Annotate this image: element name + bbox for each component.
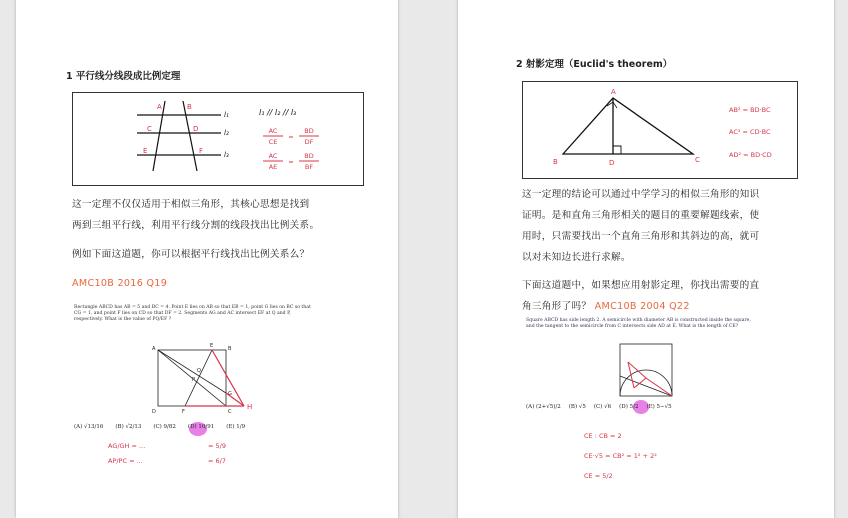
paragraph-3-line-1: 这一定理的结论可以通过中学学习的相似三角形的知识: [522, 189, 760, 200]
problem-reference: AMC10B 2016 Q19: [72, 278, 168, 289]
label-A: A: [157, 103, 162, 111]
paragraph-2: 例如下面这道题，你可以根据平行线找出比例关系么？: [72, 249, 310, 260]
label-C: C: [147, 125, 152, 133]
svg-text:=: =: [288, 133, 294, 141]
paragraph-4-line-1: 下面这道题中，如果想应用射影定理，你找出需要的直: [522, 280, 760, 291]
problem-snapshot: [72, 303, 318, 513]
paragraph-3-line-4: 以对未知边长进行求解。: [522, 252, 631, 263]
handwritten-work-2: [584, 426, 657, 486]
handwritten-work: [108, 439, 308, 469]
label-l2: l₂: [224, 129, 229, 137]
parallel-lines-figure: [72, 92, 364, 186]
rect-label-A: A: [152, 346, 156, 352]
paragraph-1-line-1: 这一定理不仅仅适用于相似三角形，其核心思想是找到: [72, 199, 310, 210]
parallel-lines-diagram: [73, 93, 363, 185]
work-line-3: = 5/9: [208, 442, 226, 450]
tri-label-A: A: [611, 88, 616, 96]
problem-text: Rectangle ABCD has AB = 5 and BC = 4. Point E lies on AB so that EB = 1, point G lies on BC so that CG = 1, and point F lies on CD so that DF = 2. Segments AG and AC intersect EF at Q and P, respectively. What is the value of PQ/EF ?: [74, 305, 311, 322]
choice2-b: (B) √5: [568, 404, 586, 410]
paragraph-1: [72, 194, 372, 236]
svg-text:=: =: [288, 158, 294, 166]
paragraph-4-line-2-row: [522, 296, 812, 317]
answer-choices-2: [526, 404, 752, 410]
tri-label-C: C: [695, 156, 700, 164]
work2-line-3: CE = 5/2: [584, 472, 613, 480]
parallel-note: l₁ // l₂ // l₃: [259, 108, 297, 117]
label-l1: l₁: [224, 111, 229, 119]
left-page: [16, 0, 398, 518]
paragraph-3: [522, 184, 812, 268]
paragraph-3-line-3: 用时，只需要找出一个直角三角形和其斜边的高，就可: [522, 231, 760, 242]
rect-label-D: D: [152, 409, 156, 415]
choice-b: (B) √2/13: [115, 424, 142, 430]
choice2-c: (C) √6: [593, 404, 612, 410]
f2-ln: AC: [268, 152, 278, 160]
label-l3: l₃: [224, 151, 229, 159]
right-triangle-diagram: [523, 82, 797, 178]
choice-a: (A) √13/16: [74, 424, 104, 430]
work2-line-2: CE·√5 = CB² = 1² + 2²: [584, 452, 657, 460]
answer-choices: [74, 424, 314, 430]
rect-label-B: B: [228, 346, 232, 352]
section-heading-2: 2 射影定理（Euclid's theorem）: [516, 59, 673, 70]
euclid-eq-3: AD² = BD·CD: [729, 151, 772, 159]
label-D: D: [193, 125, 199, 133]
rect-label-E: E: [210, 343, 214, 349]
work-line-2: AP/PC = ...: [108, 457, 143, 465]
paragraph-3-line-2: 证明。是和直角三角形相关的题目的重要解题线索，使: [522, 210, 760, 221]
label-E: E: [143, 147, 148, 155]
rect-label-Q: Q: [197, 368, 201, 374]
f1-ln: AC: [268, 127, 278, 135]
f2-rn: BD: [304, 152, 314, 160]
f1-ld: CE: [268, 138, 278, 146]
section-heading: 1 平行线分线段成比例定理: [66, 71, 181, 82]
euclid-eq-1: AB² = BD·BC: [729, 106, 771, 114]
problem-snapshot-2: [524, 316, 754, 496]
f2-ld: AE: [268, 163, 278, 171]
paragraph-4: [522, 275, 812, 317]
work2-line-1: CE : CB = 2: [584, 432, 622, 440]
rect-label-C: C: [228, 409, 232, 415]
rect-label-H: H: [247, 403, 253, 411]
rect-label-F: F: [182, 409, 185, 415]
choice-c: (C) 9/82: [153, 424, 176, 430]
euclid-figure: [522, 81, 798, 179]
f1-rn: BD: [304, 127, 314, 135]
choice2-d: (D) 5/2: [619, 404, 639, 410]
choice-e: (E) 1/9: [226, 424, 246, 430]
paragraph-1-line-2: 两到三组平行线，利用平行线分割的线段找出比例关系。: [72, 220, 320, 231]
tri-label-B: B: [553, 158, 558, 166]
right-page: [458, 0, 834, 518]
rect-label-P: P: [192, 377, 196, 383]
label-B: B: [187, 103, 192, 111]
choice-d: (D) 10/91: [187, 424, 215, 430]
problem-text-2: Square ABCD has side length 2. A semicircle with diameter AB is constructed inside the square, and the tangent to the semicircle from C intersects side AD at E. What is the length of CE?: [526, 318, 751, 329]
tri-label-D: D: [609, 159, 615, 167]
rectangle-diagram: [72, 303, 318, 513]
choice2-a: (A) (2+√5)/2: [526, 404, 561, 410]
work-line-1: AG/GH = ...: [108, 442, 146, 450]
work-line-4: = 6/7: [208, 457, 226, 465]
f2-rd: BF: [304, 163, 314, 171]
paragraph-4-line-2: 角三角形了吗？: [522, 301, 592, 312]
euclid-eq-2: AC² = CD·BC: [729, 128, 771, 136]
problem-reference-2: AMC10B 2004 Q22: [594, 301, 690, 312]
choice2-e: (E) 5−√5: [646, 404, 672, 410]
label-F: F: [199, 147, 204, 155]
f1-rd: DF: [304, 138, 314, 146]
rect-label-G: G: [228, 391, 232, 397]
